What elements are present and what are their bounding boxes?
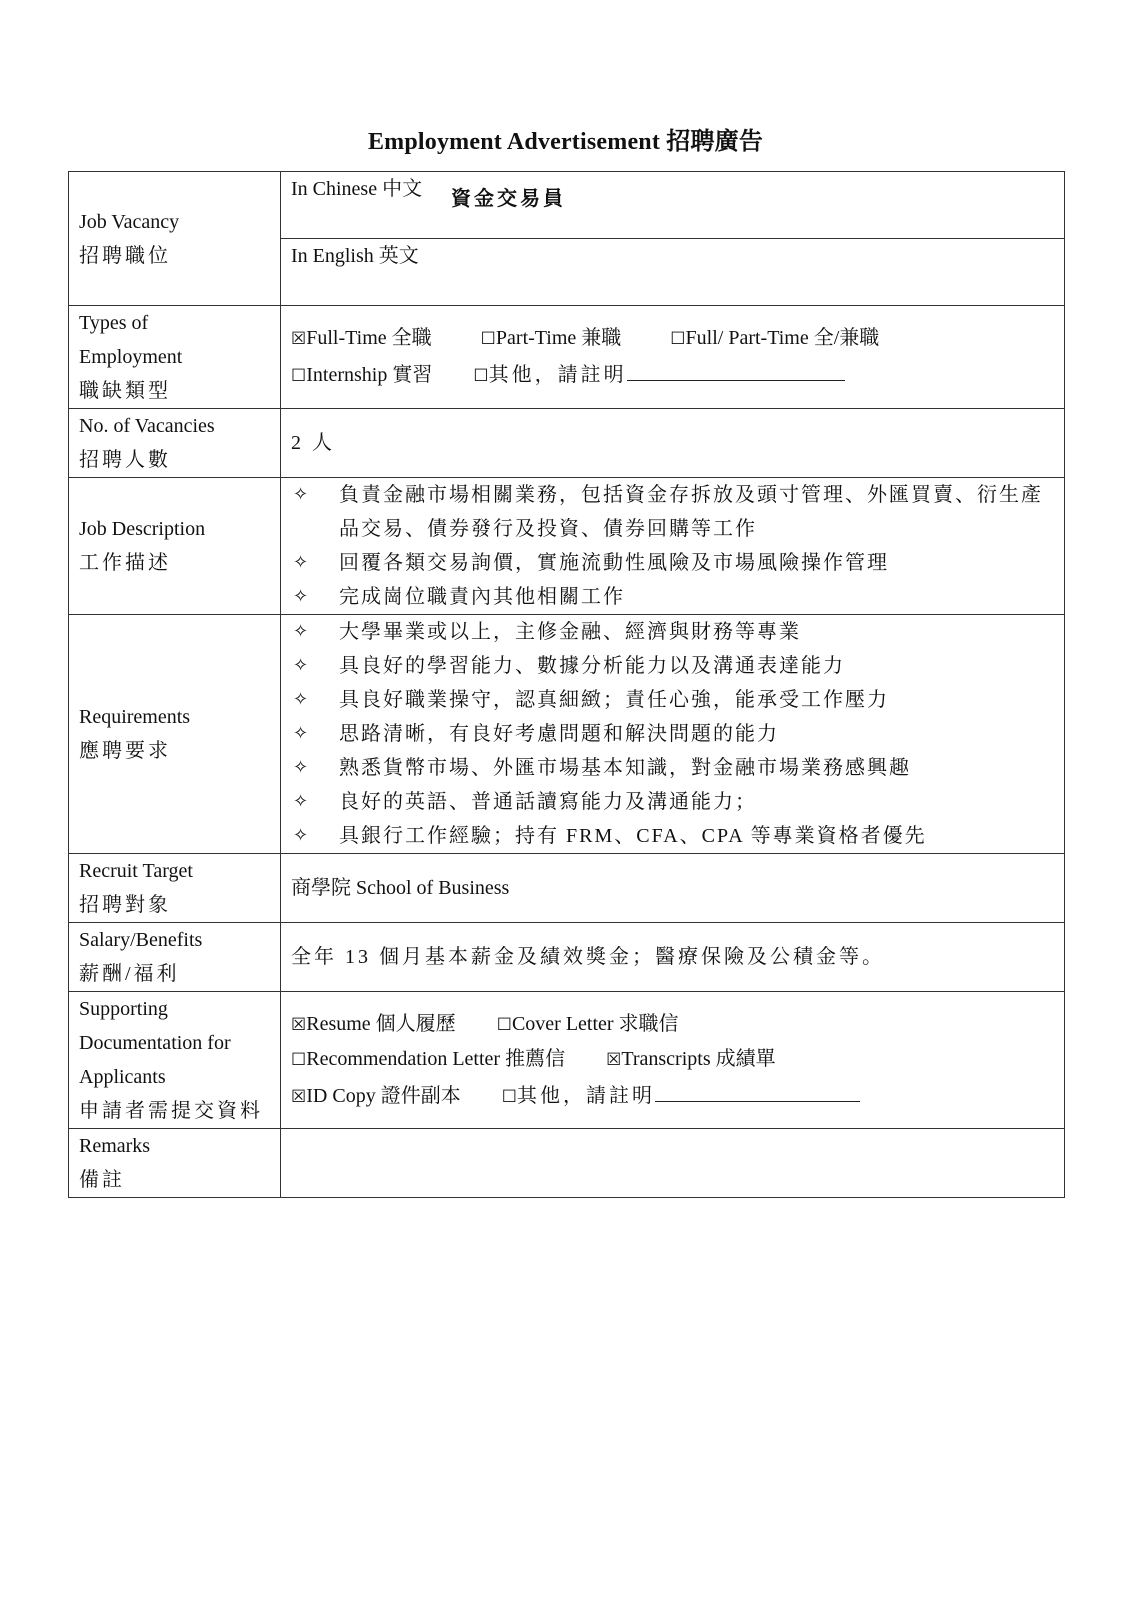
label-requirements xyxy=(69,615,281,854)
cell-supporting-documentation xyxy=(281,992,1065,1129)
sparkle-bullet-icon: ✧ xyxy=(293,621,311,642)
sparkle-bullet-icon: ✧ xyxy=(293,552,311,573)
row-types-of-employment xyxy=(69,306,1065,409)
option-internship-label: Internship 實習 xyxy=(306,364,433,386)
label-types-en-1: Types of xyxy=(79,312,149,334)
label-no-of-vacancies xyxy=(69,409,281,478)
option-resume[interactable] xyxy=(291,1007,456,1042)
label-job-vacancy-cn: 招聘職位 xyxy=(79,244,171,267)
list-item-text: 完成崗位職責內其他相關工作 xyxy=(339,586,625,608)
label-job-vacancy-en: Job Vacancy xyxy=(79,210,180,233)
option-transcripts[interactable] xyxy=(606,1042,776,1077)
sparkle-bullet-icon: ✧ xyxy=(293,586,311,607)
list-item xyxy=(291,580,1054,614)
cell-salary-benefits[interactable] xyxy=(281,923,1065,992)
checkbox-checked-icon[interactable]: ☒ xyxy=(606,1049,622,1070)
checkbox-checked-icon[interactable]: ☒ xyxy=(291,329,307,349)
label-requirements-cn: 應聘要求 xyxy=(79,740,171,762)
checkbox-empty-icon[interactable]: ☐ xyxy=(291,1049,307,1070)
option-full-part-time-label: Full/ Part-Time 全/兼職 xyxy=(685,327,880,349)
checkbox-empty-icon[interactable]: ☐ xyxy=(473,366,489,386)
checkbox-checked-icon[interactable]: ☒ xyxy=(291,1086,307,1107)
label-job-description xyxy=(69,478,281,615)
list-item-text: 大學畢業或以上，主修金融、經濟與財務等專業 xyxy=(339,621,801,643)
option-full-time-label: Full-Time 全職 xyxy=(306,327,432,349)
row-job-description xyxy=(69,478,1065,615)
checkbox-empty-icon[interactable]: ☐ xyxy=(480,329,496,349)
label-salary-en: Salary/Benefits xyxy=(79,929,203,951)
option-other-docs[interactable] xyxy=(502,1077,860,1114)
label-target-cn: 招聘對象 xyxy=(79,894,171,916)
sparkle-bullet-icon: ✧ xyxy=(293,655,311,676)
list-item xyxy=(291,751,1054,785)
other-docs-specify-blank[interactable] xyxy=(655,1077,860,1102)
label-recruit-target xyxy=(69,854,281,923)
salary-benefits-value: 全年 13 個月基本薪金及績效獎金；醫療保險及公積金等。 xyxy=(291,946,885,968)
label-remarks-cn: 備註 xyxy=(79,1169,125,1191)
row-remarks xyxy=(69,1129,1065,1198)
list-item-text: 思路清晰，有良好考慮問題和解決問題的能力 xyxy=(339,723,779,745)
row-recruit-target xyxy=(69,854,1065,923)
option-part-time[interactable] xyxy=(481,321,622,356)
requirements-list xyxy=(291,615,1054,853)
list-item-text: 回覆各類交易詢價，實施流動性風險及市場風險操作管理 xyxy=(339,552,889,574)
label-docs-en-2: Documentation for xyxy=(79,1032,231,1054)
option-full-part-time[interactable] xyxy=(670,321,879,356)
list-item xyxy=(291,615,1054,649)
vacancies-value: 2 人 xyxy=(291,432,335,454)
label-docs-cn: 申請者需提交資料 xyxy=(79,1100,263,1122)
cell-types-options xyxy=(281,306,1065,409)
list-item-text: 良好的英語、普通話讀寫能力及溝通能力； xyxy=(339,791,757,813)
list-item-text: 具良好的學習能力、數據分析能力以及溝通表達能力 xyxy=(339,655,845,677)
label-salary-cn: 薪酬/福利 xyxy=(79,963,180,985)
list-item-text: 具良好職業操守，認真細緻；責任心強，能承受工作壓力 xyxy=(339,689,889,711)
sparkle-bullet-icon: ✧ xyxy=(293,825,311,846)
checkbox-empty-icon[interactable]: ☐ xyxy=(496,1014,512,1035)
employment-ad-table xyxy=(68,171,1065,1198)
job-description-list xyxy=(291,478,1054,614)
label-vacancies-cn: 招聘人數 xyxy=(79,449,171,471)
label-description-en: Job Description xyxy=(79,518,206,540)
option-part-time-label: Part-Time 兼職 xyxy=(495,327,622,349)
list-item xyxy=(291,649,1054,683)
page-title: Employment Advertisement 招聘廣告 xyxy=(367,129,764,155)
label-remarks xyxy=(69,1129,281,1198)
list-item-text: 具銀行工作經驗；持有 FRM、CFA、CPA 等專業資格者優先 xyxy=(339,825,927,847)
cell-recruit-target[interactable] xyxy=(281,854,1065,923)
label-types-cn: 職缺類型 xyxy=(79,380,171,402)
recruit-target-value: 商學院 School of Business xyxy=(291,877,510,899)
option-other-label: 其他，請註明 xyxy=(488,364,627,386)
cell-vacancies-value[interactable] xyxy=(281,409,1065,478)
list-item-text: 熟悉貨幣市場、外匯市場基本知識，對金融市場業務感興趣 xyxy=(339,757,911,779)
label-remarks-en: Remarks xyxy=(79,1135,151,1157)
option-full-time[interactable] xyxy=(291,321,432,356)
option-id-copy-label: ID Copy 證件副本 xyxy=(306,1084,461,1107)
row-no-of-vacancies xyxy=(69,409,1065,478)
label-requirements-en: Requirements xyxy=(79,706,191,728)
option-other-docs-label: 其他，請註明 xyxy=(516,1084,655,1107)
row-job-vacancy-chinese xyxy=(69,172,1065,239)
label-description-cn: 工作描述 xyxy=(79,552,171,574)
sparkle-bullet-icon: ✧ xyxy=(293,757,311,778)
cell-in-english[interactable] xyxy=(281,239,1065,306)
label-docs-en-3: Applicants xyxy=(79,1066,166,1088)
sparkle-bullet-icon: ✧ xyxy=(293,689,311,710)
label-supporting-documentation xyxy=(69,992,281,1129)
option-recommendation-label: Recommendation Letter 推薦信 xyxy=(306,1047,566,1070)
checkbox-empty-icon[interactable]: ☐ xyxy=(501,1086,517,1107)
option-recommendation-letter[interactable] xyxy=(291,1042,565,1077)
row-salary-benefits xyxy=(69,923,1065,992)
other-specify-blank[interactable] xyxy=(627,356,845,381)
in-chinese-label: In Chinese 中文 xyxy=(291,178,423,200)
checkbox-checked-icon[interactable]: ☒ xyxy=(291,1014,307,1035)
label-types-of-employment xyxy=(69,306,281,409)
list-item xyxy=(291,717,1054,751)
list-item-text: 負責金融市場相關業務，包括資金存拆放及頭寸管理、外匯買賣、衍生產品交易、債券發行及投資、債券回購等工作 xyxy=(339,484,1043,540)
list-item xyxy=(291,478,1054,546)
label-types-en-2: Employment xyxy=(79,346,183,368)
option-cover-letter[interactable] xyxy=(497,1007,679,1042)
label-target-en: Recruit Target xyxy=(79,860,193,882)
sparkle-bullet-icon: ✧ xyxy=(293,484,311,505)
checkbox-empty-icon[interactable]: ☐ xyxy=(291,366,307,386)
option-cover-letter-label: Cover Letter 求職信 xyxy=(511,1012,679,1035)
label-salary-benefits xyxy=(69,923,281,992)
cell-remarks[interactable] xyxy=(281,1129,1065,1198)
list-item xyxy=(291,683,1054,717)
option-id-copy[interactable] xyxy=(291,1079,461,1114)
sparkle-bullet-icon: ✧ xyxy=(293,723,311,744)
option-other[interactable] xyxy=(473,356,844,393)
option-internship[interactable] xyxy=(291,358,432,393)
in-english-label: In English 英文 xyxy=(291,245,419,267)
row-supporting-documentation xyxy=(69,992,1065,1129)
row-requirements xyxy=(69,615,1065,854)
label-vacancies-en: No. of Vacancies xyxy=(79,415,215,437)
option-transcripts-label: Transcripts 成績單 xyxy=(621,1047,776,1070)
label-docs-en-1: Supporting xyxy=(79,998,168,1020)
checkbox-empty-icon[interactable]: ☐ xyxy=(670,329,686,349)
cell-requirements xyxy=(281,615,1065,854)
cell-in-chinese[interactable] xyxy=(281,172,1065,239)
list-item xyxy=(291,546,1054,580)
job-title-chinese-value: 資金交易員 xyxy=(451,188,566,210)
cell-job-description xyxy=(281,478,1065,615)
list-item xyxy=(291,819,1054,853)
sparkle-bullet-icon: ✧ xyxy=(293,791,311,812)
option-resume-label: Resume 個人履歷 xyxy=(306,1012,456,1035)
label-job-vacancy xyxy=(69,172,281,306)
list-item xyxy=(291,785,1054,819)
